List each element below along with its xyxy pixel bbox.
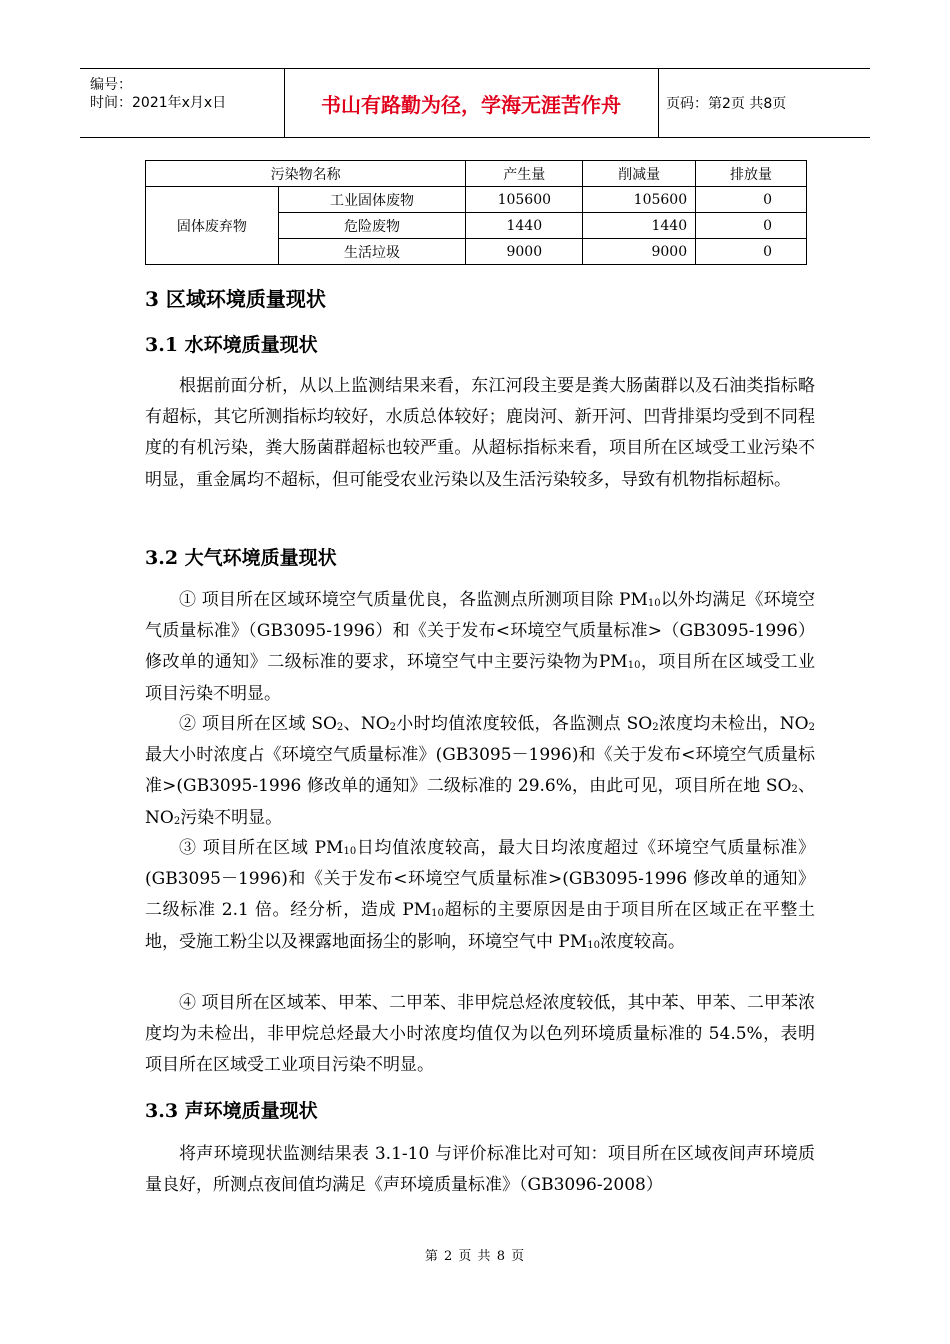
water-quality-paragraph: 根据前面分析，从以上监测结果来看，东江河段主要是粪大肠菌群以及石油类指标略有超标，其它所测指标均较好，水质总体较好；鹿岗河、新开河、凹背排渠均受到不同程度的有机污染，粪大肠菌群超标也较严重。从超标指标来看，项目所在区域受工业污染不明显，重金属均不超标，但可能受农业污染以及生活污染较多，导致有机物指标超标。	[145, 376, 815, 490]
col-header-reduced: 削减量	[583, 161, 696, 187]
air-quality-paragraph-2: ② 项目所在区域 $SO_2$、$NO_2$小时均值浓度较低，各监测点 $SO_2$浓度均未检出，$NO_2$最大小时浓度占《环境空气质量标准》(GB3095－1996)和《关于发布<环境空气质量标准>(GB3095-1996 修改单的通知》二级标准的 29.6%，由此可见，项目所在地 $SO_2$、$NO_2$污染不明显。	[145, 714, 815, 828]
air-quality-paragraph-3: ③ 项目所在区域 $PM_{10}$日均值浓度较高，最大日均浓度超过《环境空气质量标准》(GB3095－1996)和《关于发布<环境空气质量标准>(GB3095-1996 修改单的通知》二级标准 2.1 倍。经分析，造成 $PM_{10}$超标的主要原因是由于项目所在区域正在平整土地，受施工粉尘以及裸露地面扬尘的影响，环境空气中 $PM_{10}$浓度较高。	[145, 838, 816, 952]
produced-value: 9000	[466, 239, 583, 265]
table-row	[146, 187, 807, 213]
header-page-label: 页码：第2页 共8页	[666, 96, 787, 112]
header-motto: 书山有路勤为径，学海无涯苦作舟	[284, 69, 659, 137]
emitted-value: 0	[696, 213, 807, 239]
table-header-row	[146, 161, 807, 187]
section-3-title: 3 区域环境质量现状	[145, 287, 326, 311]
col-header-name: 污染物名称	[146, 161, 466, 187]
produced-value: 105600	[466, 187, 583, 213]
reduced-value: 1440	[583, 213, 696, 239]
produced-value: 1440	[466, 213, 583, 239]
air-quality-paragraph-1: ① 项目所在区域环境空气质量优良，各监测点所测项目除 $PM_{10}$以外均满足《环境空气质量标准》（GB3095-1996）和《关于发布<环境空气质量标准>（GB3095-1996）修改单的通知》二级标准的要求，环境空气中主要污染物为$PM_{10}$，项目所在区域受工业项目污染不明显。	[145, 590, 815, 704]
pollutant-name: 危险废物	[278, 213, 466, 239]
section-3-2-title: 3.2 大气环境质量现状	[145, 547, 337, 569]
pollutant-name: 工业固体废物	[278, 187, 466, 213]
reduced-value: 9000	[583, 239, 696, 265]
page-footer: 第 2 页 共 8 页	[424, 1249, 526, 1264]
emitted-value: 0	[696, 187, 807, 213]
section-3-1-title: 3.1 水环境质量现状	[145, 334, 318, 356]
noise-quality-paragraph: 将声环境现状监测结果表 3.1-10 与评价标准比对可知：项目所在区域夜间声环境质量良好，所测点夜间值均满足《声环境质量标准》（GB3096-2008）	[145, 1144, 815, 1196]
air-quality-paragraph-4: ④ 项目所在区域苯、甲苯、二甲苯、非甲烷总烃浓度较低，其中苯、甲苯、二甲苯浓度均为未检出，非甲烷总烃最大小时浓度均值仅为以色列环境质量标准的 54.5%，表明项目所在区域受工业项目污染不明显。	[145, 993, 815, 1076]
col-header-produced: 产生量	[466, 161, 583, 187]
pollutant-name: 生活垃圾	[278, 239, 466, 265]
emitted-value: 0	[696, 239, 807, 265]
time-label: 时间：2021年x月x日	[90, 95, 227, 111]
category-cell: 固体废弃物	[146, 187, 279, 265]
col-header-emitted: 排放量	[696, 161, 807, 187]
pollutant-table	[145, 160, 807, 265]
reduced-value: 105600	[583, 187, 696, 213]
section-3-3-title: 3.3 声环境质量现状	[145, 1100, 318, 1122]
page-header	[80, 68, 870, 138]
header-meta	[80, 69, 285, 137]
number-label: 编号：	[90, 77, 132, 93]
